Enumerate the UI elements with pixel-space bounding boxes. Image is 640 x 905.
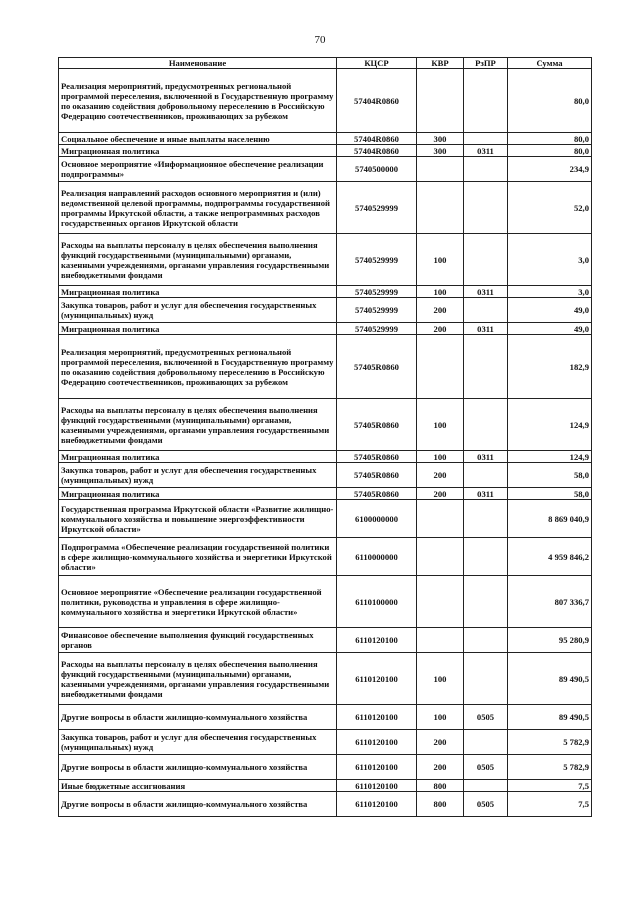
table-row <box>59 488 592 500</box>
cell-sum: 234,9 <box>508 157 592 182</box>
cell-name: Основное мероприятие «Обеспечение реализации государственной политики, руководства и управления в сфере жилищно-коммунального хозяйства и энергетики Иркутской области» <box>59 576 337 628</box>
cell-kvr: 100 <box>417 705 464 730</box>
table-row <box>59 323 592 335</box>
cell-name: Финансовое обеспечение выполнения функций государственных органов <box>59 628 337 653</box>
cell-rzpr <box>464 780 508 792</box>
cell-sum: 89 490,5 <box>508 705 592 730</box>
cell-sum: 124,9 <box>508 451 592 463</box>
cell-kcsr: 6110120100 <box>337 730 417 755</box>
cell-kcsr: 5740529999 <box>337 182 417 234</box>
cell-kvr: 200 <box>417 463 464 488</box>
cell-sum: 80,0 <box>508 133 592 145</box>
cell-rzpr <box>464 399 508 451</box>
cell-sum: 58,0 <box>508 463 592 488</box>
cell-sum: 7,5 <box>508 792 592 817</box>
cell-kvr: 100 <box>417 234 464 286</box>
table-row <box>59 780 592 792</box>
cell-sum: 4 959 846,2 <box>508 538 592 576</box>
cell-kcsr: 57404R0860 <box>337 133 417 145</box>
cell-sum: 8 869 040,9 <box>508 500 592 538</box>
cell-kvr: 200 <box>417 488 464 500</box>
table-row <box>59 133 592 145</box>
cell-kvr: 200 <box>417 298 464 323</box>
cell-rzpr <box>464 463 508 488</box>
cell-sum: 49,0 <box>508 298 592 323</box>
table-row <box>59 286 592 298</box>
cell-sum: 49,0 <box>508 323 592 335</box>
cell-name: Реализация направлений расходов основного мероприятия и (или) ведомственной целевой программы, подпрограммы государственной программы Иркутской области, а также непрограммных расходов государственных органов Иркутской области <box>59 182 337 234</box>
cell-sum: 7,5 <box>508 780 592 792</box>
table-row <box>59 234 592 286</box>
budget-table <box>58 57 592 817</box>
cell-rzpr: 0311 <box>464 145 508 157</box>
cell-sum: 5 782,9 <box>508 755 592 780</box>
cell-rzpr <box>464 730 508 755</box>
cell-kcsr: 6110120100 <box>337 755 417 780</box>
cell-name: Миграционная политика <box>59 145 337 157</box>
cell-rzpr: 0311 <box>464 451 508 463</box>
cell-name: Основное мероприятие «Информационное обеспечение реализации подпрограммы» <box>59 157 337 182</box>
cell-kcsr: 6110120100 <box>337 653 417 705</box>
cell-kvr: 100 <box>417 286 464 298</box>
cell-rzpr: 0311 <box>464 286 508 298</box>
cell-sum: 3,0 <box>508 286 592 298</box>
cell-kcsr: 6110120100 <box>337 628 417 653</box>
table-header-row <box>59 58 592 69</box>
cell-rzpr: 0311 <box>464 488 508 500</box>
cell-sum: 80,0 <box>508 145 592 157</box>
table-row <box>59 182 592 234</box>
cell-kcsr: 5740529999 <box>337 298 417 323</box>
header-rzpr: РзПР <box>464 58 508 69</box>
cell-kcsr: 57405R0860 <box>337 451 417 463</box>
cell-rzpr <box>464 335 508 399</box>
table-row <box>59 576 592 628</box>
cell-kvr: 800 <box>417 792 464 817</box>
table-body <box>59 69 592 817</box>
cell-name: Другие вопросы в области жилищно-коммунального хозяйства <box>59 792 337 817</box>
cell-kcsr: 6110100000 <box>337 576 417 628</box>
cell-rzpr: 0505 <box>464 792 508 817</box>
cell-rzpr <box>464 69 508 133</box>
cell-kvr <box>417 69 464 133</box>
cell-kvr: 200 <box>417 730 464 755</box>
table-row <box>59 730 592 755</box>
cell-sum: 124,9 <box>508 399 592 451</box>
page-number: 70 <box>314 34 326 46</box>
table-row <box>59 335 592 399</box>
cell-sum: 89 490,5 <box>508 653 592 705</box>
cell-sum: 95 280,9 <box>508 628 592 653</box>
cell-kcsr: 6110120100 <box>337 705 417 730</box>
cell-kcsr: 5740529999 <box>337 234 417 286</box>
cell-rzpr <box>464 628 508 653</box>
cell-rzpr <box>464 653 508 705</box>
cell-rzpr <box>464 500 508 538</box>
cell-kcsr: 6110120100 <box>337 792 417 817</box>
cell-name: Социальное обеспечение и иные выплаты населению <box>59 133 337 145</box>
cell-name: Закупка товаров, работ и услуг для обеспечения государственных (муниципальных) нужд <box>59 463 337 488</box>
table-row <box>59 500 592 538</box>
table-row <box>59 705 592 730</box>
cell-name: Миграционная политика <box>59 323 337 335</box>
cell-rzpr <box>464 182 508 234</box>
cell-kvr <box>417 538 464 576</box>
cell-kvr <box>417 182 464 234</box>
cell-sum: 5 782,9 <box>508 730 592 755</box>
cell-name: Миграционная политика <box>59 488 337 500</box>
table-row <box>59 538 592 576</box>
cell-sum: 3,0 <box>508 234 592 286</box>
header-sum: Сумма <box>508 58 592 69</box>
cell-kcsr: 6110120100 <box>337 780 417 792</box>
cell-name: Государственная программа Иркутской области «Развитие жилищно-коммунального хозяйства и повышение энергоэффективности Иркутской области» <box>59 500 337 538</box>
header-name: Наименование <box>59 58 337 69</box>
cell-name: Реализация мероприятий, предусмотренных региональной программой переселения, включенной в Государственную программу по оказанию содействия добровольному переселению в Российскую Федерацию соотечественников, проживающих за рубежом <box>59 69 337 133</box>
cell-rzpr: 0505 <box>464 755 508 780</box>
table-row <box>59 755 592 780</box>
cell-rzpr <box>464 157 508 182</box>
cell-kcsr: 6100000000 <box>337 500 417 538</box>
cell-name: Закупка товаров, работ и услуг для обеспечения государственных (муниципальных) нужд <box>59 730 337 755</box>
cell-name: Расходы на выплаты персоналу в целях обеспечения выполнения функций государственными (муниципальными) органами, казенными учреждениями, органами управления государственными внебюджетными фондами <box>59 234 337 286</box>
cell-sum: 182,9 <box>508 335 592 399</box>
cell-kvr: 100 <box>417 399 464 451</box>
cell-kcsr: 57405R0860 <box>337 463 417 488</box>
cell-rzpr <box>464 576 508 628</box>
cell-sum: 807 336,7 <box>508 576 592 628</box>
cell-name: Иные бюджетные ассигнования <box>59 780 337 792</box>
cell-sum: 52,0 <box>508 182 592 234</box>
cell-name: Подпрограмма «Обеспечение реализации государственной политики в сфере жилищно-коммунального хозяйства и энергетики Иркутской области» <box>59 538 337 576</box>
cell-kvr: 300 <box>417 133 464 145</box>
cell-sum: 80,0 <box>508 69 592 133</box>
cell-kcsr: 57405R0860 <box>337 335 417 399</box>
cell-kcsr: 57405R0860 <box>337 488 417 500</box>
cell-kvr <box>417 628 464 653</box>
cell-kcsr: 6110000000 <box>337 538 417 576</box>
cell-kcsr: 5740529999 <box>337 286 417 298</box>
cell-kvr: 100 <box>417 451 464 463</box>
cell-name: Закупка товаров, работ и услуг для обеспечения государственных (муниципальных) нужд <box>59 298 337 323</box>
cell-name: Миграционная политика <box>59 286 337 298</box>
cell-name: Расходы на выплаты персоналу в целях обеспечения выполнения функций государственными (муниципальными) органами, казенными учреждениями, органами управления государственными внебюджетными фондами <box>59 399 337 451</box>
table-row <box>59 157 592 182</box>
header-kvr: КВР <box>417 58 464 69</box>
cell-name: Миграционная политика <box>59 451 337 463</box>
cell-rzpr: 0311 <box>464 323 508 335</box>
cell-kvr <box>417 157 464 182</box>
table-row <box>59 69 592 133</box>
cell-rzpr <box>464 538 508 576</box>
cell-kcsr: 57404R0860 <box>337 69 417 133</box>
cell-name: Другие вопросы в области жилищно-коммунального хозяйства <box>59 705 337 730</box>
table-row <box>59 463 592 488</box>
cell-rzpr <box>464 298 508 323</box>
table-row <box>59 298 592 323</box>
header-kcsr: КЦСР <box>337 58 417 69</box>
cell-kvr: 200 <box>417 755 464 780</box>
cell-kvr <box>417 576 464 628</box>
cell-rzpr <box>464 133 508 145</box>
cell-rzpr <box>464 234 508 286</box>
table-row <box>59 628 592 653</box>
cell-sum: 58,0 <box>508 488 592 500</box>
table-row <box>59 399 592 451</box>
cell-kcsr: 57405R0860 <box>337 399 417 451</box>
table-row <box>59 792 592 817</box>
cell-kvr: 100 <box>417 653 464 705</box>
cell-kvr: 800 <box>417 780 464 792</box>
table-row <box>59 653 592 705</box>
cell-kvr <box>417 500 464 538</box>
cell-rzpr: 0505 <box>464 705 508 730</box>
cell-name: Расходы на выплаты персоналу в целях обеспечения выполнения функций государственными (муниципальными) органами, казенными учреждениями, органами управления государственными внебюджетными фондами <box>59 653 337 705</box>
table-row <box>59 145 592 157</box>
cell-kcsr: 5740500000 <box>337 157 417 182</box>
cell-name: Реализация мероприятий, предусмотренных региональной программой переселения, включенной в Государственную программу по оказанию содействия добровольному переселению в Российскую Федерацию соотечественников, проживающих за рубежом <box>59 335 337 399</box>
cell-name: Другие вопросы в области жилищно-коммунального хозяйства <box>59 755 337 780</box>
cell-kvr <box>417 335 464 399</box>
table-row <box>59 451 592 463</box>
cell-kvr: 200 <box>417 323 464 335</box>
cell-kcsr: 57404R0860 <box>337 145 417 157</box>
cell-kcsr: 5740529999 <box>337 323 417 335</box>
cell-kvr: 300 <box>417 145 464 157</box>
